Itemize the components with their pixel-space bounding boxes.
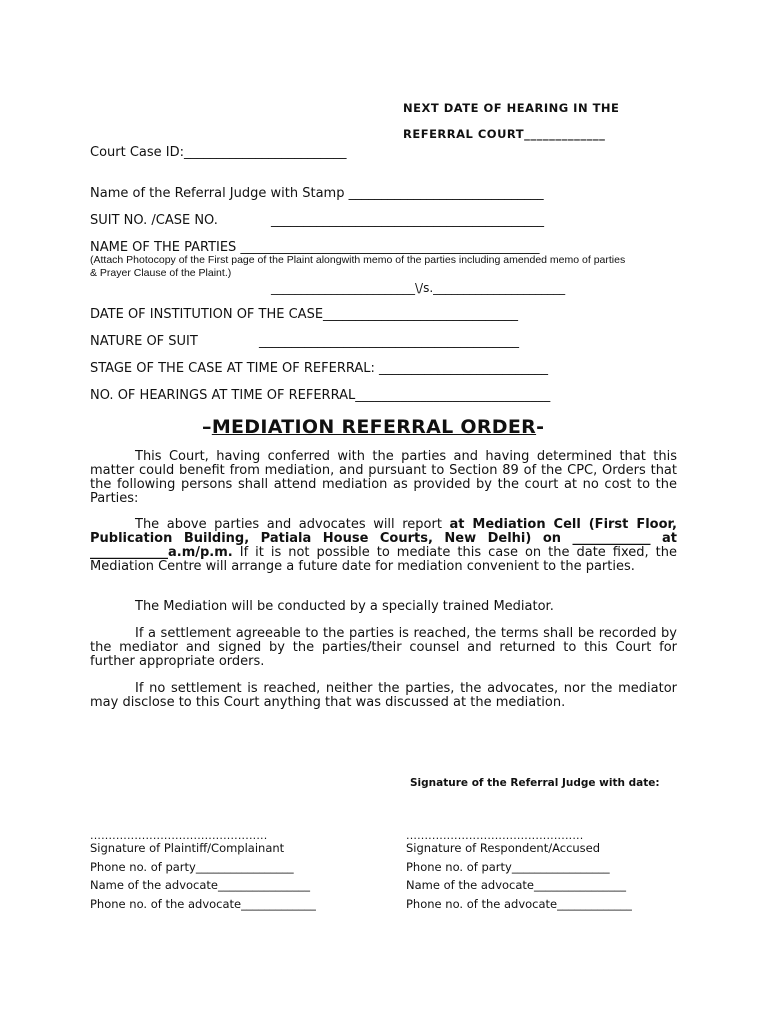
respondent-phone-field: Phone no. of party_________________: [406, 860, 610, 874]
respondent-advocate-phone-field: Phone no. of the advocate_____________: [406, 897, 632, 911]
page-title: [202, 416, 544, 438]
respondent-signature-label: Signature of Respondent/Accused: [406, 841, 601, 855]
plaintiff-advocate-phone-field: Phone no. of the advocate_____________: [90, 897, 316, 911]
paragraph-1: [90, 450, 677, 506]
nature-suit-label: NATURE OF SUIT: [90, 334, 198, 349]
title-text: MEDIATION REFERRAL ORDER: [211, 416, 537, 438]
title-prefix: –: [202, 416, 212, 438]
paragraph-4: [90, 627, 677, 669]
plaintiff-advocate-field: Name of the advocate________________: [90, 878, 310, 892]
paragraph-3-text: The Mediation will be conducted by a specially trained Mediator.: [135, 599, 554, 614]
plaintiff-phone-field: Phone no. of party_________________: [90, 860, 294, 874]
date-institution-field: DATE OF INSTITUTION OF THE CASE______________________________: [90, 307, 519, 322]
paragraph-5-text: If no settlement is reached, neither the parties, the advocates, nor the mediator may disclose to this Court anything that was discussed at the mediation.: [90, 681, 677, 710]
referral-court-field: REFERRAL COURT_____________: [403, 127, 606, 141]
attach-note-line1: (Attach Photocopy of the First page of the Plaint alongwith memo of the parties including amended memo of parties: [90, 254, 626, 266]
paragraph-2-location: at Mediation Cell (First Floor, Publication Building, Patiala House Courts, New Delhi) on ____________ at ____________a.m/p.m.: [90, 517, 677, 560]
next-date-label: NEXT DATE OF HEARING IN THE: [403, 101, 620, 115]
nature-suit-line: ________________________________________: [259, 334, 519, 349]
stage-field: STAGE OF THE CASE AT TIME OF REFERRAL: __________________________: [90, 361, 549, 376]
paragraph-4-text: If a settlement agreeable to the parties is reached, the terms shall be recorded by the mediator and signed by the parties/their counsel and returned to this Court for further appropriate orders.: [90, 626, 677, 669]
paragraph-3: [90, 600, 677, 614]
paragraph-2-text-b: If it is not possible to mediate this case on the date fixed, the Mediation Centre will arrange a future date for mediation convenient to the parties.: [90, 545, 677, 574]
title-suffix: -: [536, 416, 545, 438]
plaintiff-signature-label: Signature of Plaintiff/Complainant: [90, 841, 285, 855]
attach-note-line2: & Prayer Clause of the Plaint.): [90, 267, 232, 279]
paragraph-1-text: This Court, having conferred with the parties and having determined that this matter could benefit from mediation, and pursuant to Section 89 of the CPC, Orders that the following persons shall attend mediation as provided by the court at no cost to the Parties:: [90, 449, 677, 506]
suit-no-line: __________________________________________: [271, 213, 544, 228]
respondent-advocate-field: Name of the advocate________________: [406, 878, 626, 892]
paragraph-2: [90, 518, 677, 574]
judge-signature-label: Signature of the Referral Judge with date:: [410, 777, 660, 789]
court-case-id-field: Court Case ID:_________________________: [90, 145, 347, 160]
paragraph-5: [90, 682, 677, 710]
plaintiff-signature-line: ................................................: [90, 829, 268, 842]
paragraph-2-text-a: The above parties and advocates will report: [135, 517, 450, 532]
suit-no-label: SUIT NO. /CASE NO.: [90, 213, 218, 228]
hearings-field: NO. OF HEARINGS AT TIME OF REFERRAL______________________________: [90, 388, 551, 403]
referral-judge-field: Name of the Referral Judge with Stamp ______________________________: [90, 186, 544, 201]
parties-field: NAME OF THE PARTIES ______________________________________________: [90, 240, 540, 255]
versus-line: ________________________\/s.______________________: [271, 281, 566, 295]
respondent-signature-line: ................................................: [406, 829, 584, 842]
